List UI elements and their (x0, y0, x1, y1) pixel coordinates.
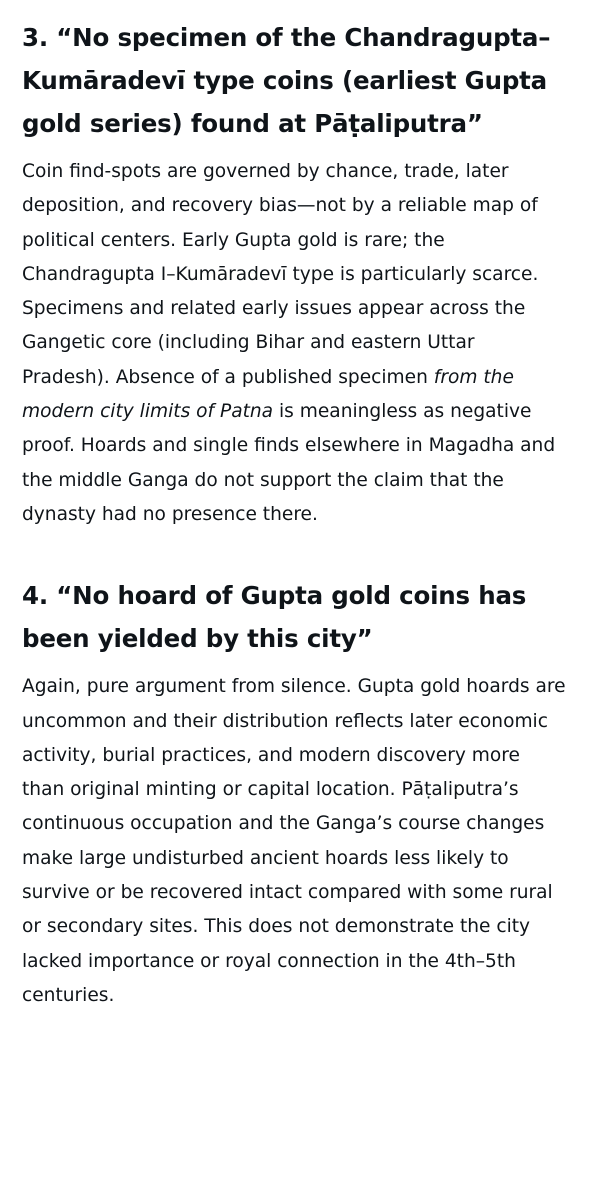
section-3-italic-text: from the modern city limits of Patna (22, 366, 514, 423)
section-3-heading: 3. “No specimen of the Chandragupta–Kumāradevī type coins (earliest Gupta gold series) found at Pāṭaliputra” (22, 23, 551, 138)
section-4-paragraph: Again, pure argument from silence. Gupta gold hoards are uncommon and their distribution reflects later economic activity, burial practices, and modern discovery more than original minting or capital location. Pāṭaliputra’s continuous occupation and the Ganga’s course changes make large undisturbed ancient hoards less likely to survive or be recovered intact compared with some rural or secondary sites. This does not demonstrate the city lacked importance or royal connection in the 4th–5th centuries. (22, 676, 566, 1006)
section-3-text-start: Coin find-spots are governed by chance, trade, later deposition, and recovery bias—not by a reliable map of political centers. Early Gupta gold is rare; the Chandragupta I–Kumāradevī type is particularly scarce. Specimens and related early issues appear across the Gangetic core (including Bihar and eastern Uttar Pradesh). Absence of a published specimen (22, 161, 539, 388)
section-3 (22, 16, 567, 532)
section-4-heading: 4. “No hoard of Gupta gold coins has been yielded by this city” (22, 581, 527, 654)
section-3-paragraph (22, 155, 567, 532)
section-4 (22, 574, 567, 1013)
section-3-text-end: is meaningless as negative proof. Hoards and single finds elsewhere in Magadha and the middle Ganga do not support the claim that the dynasty had no presence there. (22, 401, 556, 525)
